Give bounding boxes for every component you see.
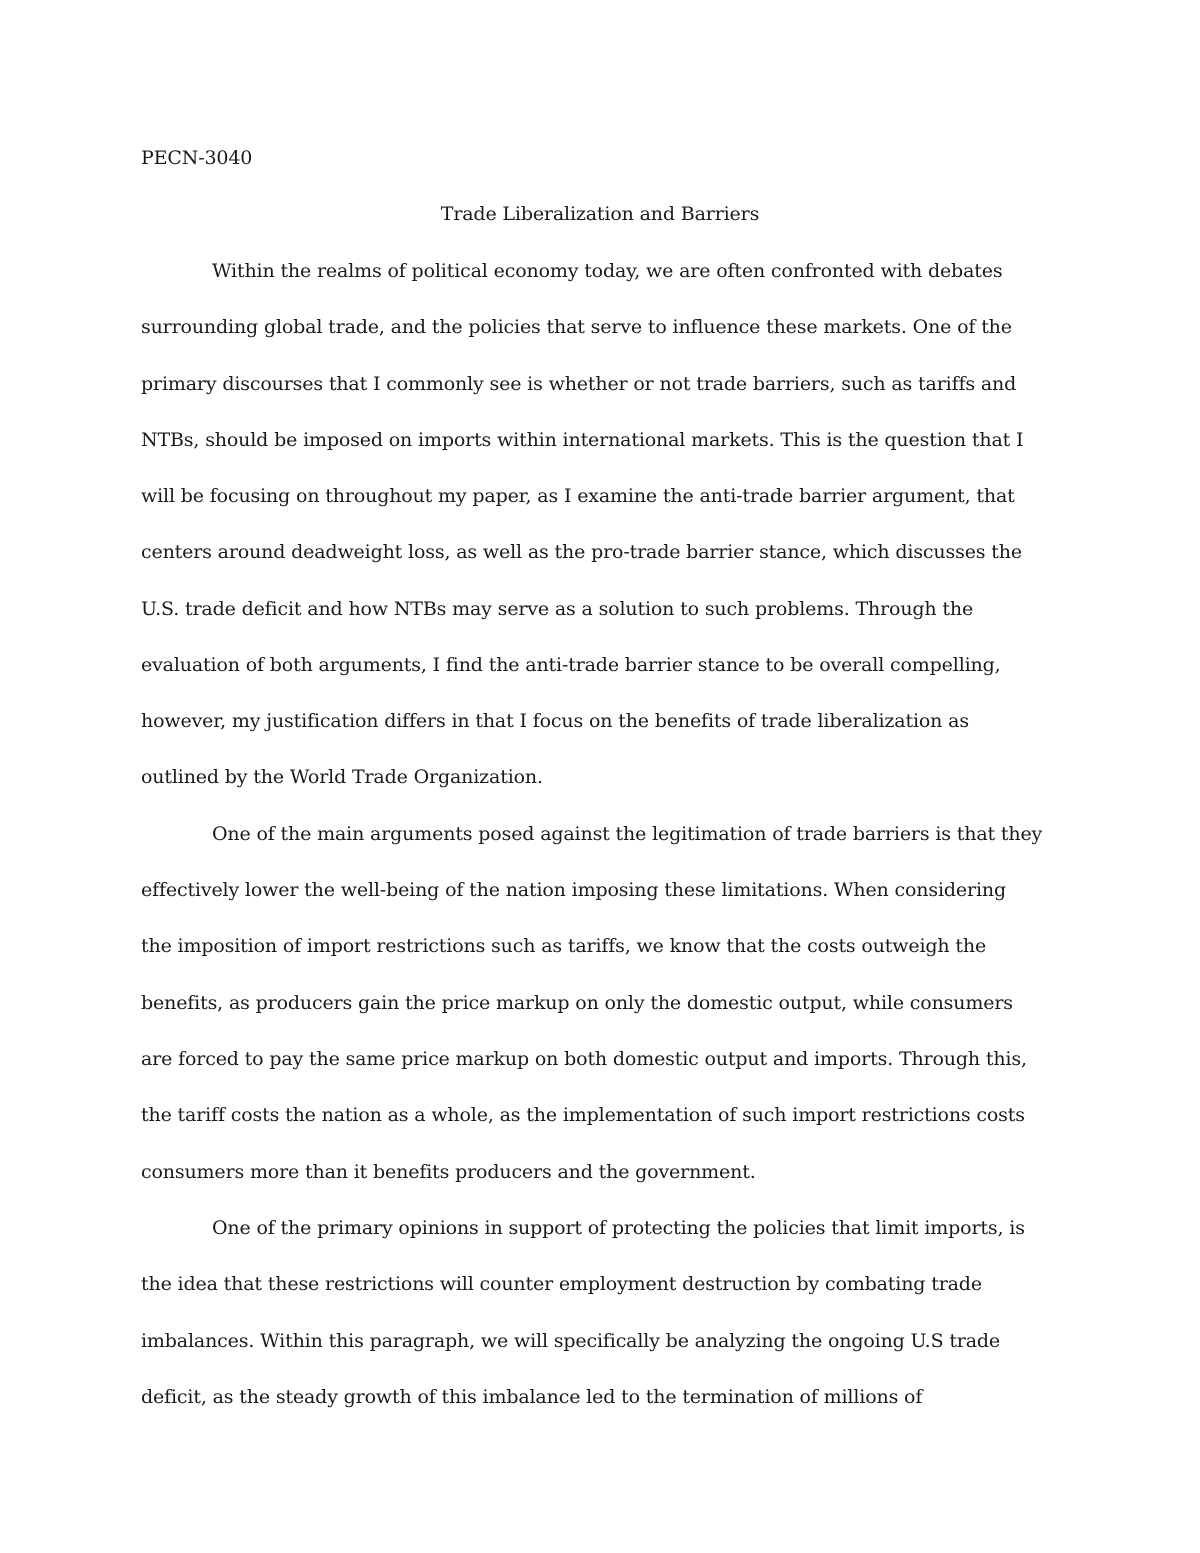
paragraph-line: One of the main arguments posed against the legitimation of trade barriers is that they bbox=[212, 823, 1043, 845]
paragraph-line: are forced to pay the same price markup on both domestic output and imports. Through this, bbox=[141, 1048, 1027, 1070]
paragraph-line: imbalances. Within this paragraph, we will specifically be analyzing the ongoing U.S trade bbox=[141, 1330, 1001, 1352]
paragraph-line: evaluation of both arguments, I find the anti-trade barrier stance to be overall compelling, bbox=[141, 654, 1001, 676]
paragraph-line: the imposition of import restrictions such as tariffs, we know that the costs outweigh the bbox=[141, 935, 987, 957]
paragraph-line: Within the realms of political economy today, we are often confronted with debates bbox=[212, 260, 1003, 282]
paragraph-line: One of the primary opinions in support of protecting the policies that limit imports, is bbox=[212, 1217, 1025, 1239]
paragraph-line: surrounding global trade, and the policies that serve to influence these markets. One of the bbox=[141, 316, 1012, 338]
paragraph-line: outlined by the World Trade Organization. bbox=[141, 766, 543, 788]
paragraph-line: consumers more than it benefits producers and the government. bbox=[141, 1161, 756, 1183]
paragraph-line: deficit, as the steady growth of this imbalance led to the termination of millions of bbox=[141, 1386, 923, 1408]
paragraph-line: effectively lower the well-being of the nation imposing these limitations. When considering bbox=[141, 879, 1006, 901]
document-title: Trade Liberalization and Barriers bbox=[440, 203, 760, 225]
paragraph-line: however, my justification differs in that I focus on the benefits of trade liberalization as bbox=[141, 710, 969, 732]
paragraph-line: the idea that these restrictions will counter employment destruction by combating trade bbox=[141, 1273, 982, 1295]
paragraph-line: primary discourses that I commonly see is whether or not trade barriers, such as tariffs and bbox=[141, 373, 1017, 395]
paragraph-line: U.S. trade deficit and how NTBs may serve as a solution to such problems. Through the bbox=[141, 598, 974, 620]
course-code: PECN-3040 bbox=[141, 147, 253, 169]
paragraph-line: centers around deadweight loss, as well as the pro-trade barrier stance, which discusses the bbox=[141, 541, 1022, 563]
paragraph-line: benefits, as producers gain the price markup on only the domestic output, while consumers bbox=[141, 992, 1013, 1014]
paragraph-line: will be focusing on throughout my paper, as I examine the anti-trade barrier argument, that bbox=[141, 485, 1015, 507]
paragraph-line: the tariff costs the nation as a whole, as the implementation of such import restrictions costs bbox=[141, 1104, 1025, 1126]
paragraph-line: NTBs, should be imposed on imports within international markets. This is the question that I bbox=[141, 429, 1024, 451]
